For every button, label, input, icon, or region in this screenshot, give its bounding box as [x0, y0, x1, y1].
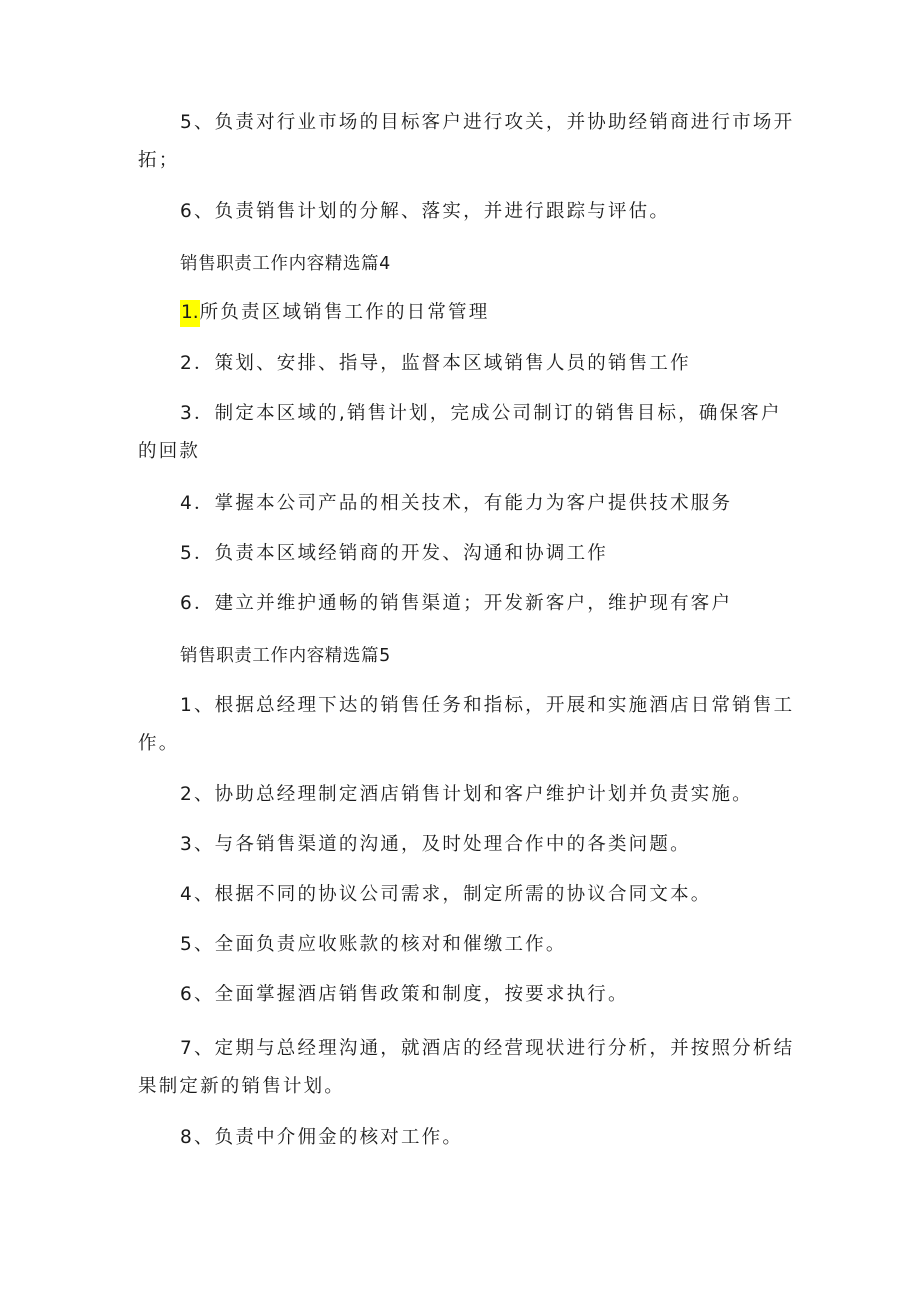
list-item-6: 6．建立并维护通畅的销售渠道；开发新客户，维护现有客户 [180, 593, 733, 614]
list-item-2: 2．策划、安排、指导，监督本区域销售人员的销售工作 [180, 353, 691, 374]
list-item-3: 3．制定本区域的,销售计划，完成公司制订的销售目标，确保客户的回款 [138, 403, 782, 462]
list-item-1-text: 所负责区域销售工作的日常管理 [199, 302, 490, 323]
duty-item-1: 1、根据总经理下达的销售任务和指标，开展和实施酒店日常销售工作。 [138, 695, 795, 754]
duty-item-6: 6、全面掌握酒店销售政策和制度，按要求执行。 [180, 984, 629, 1005]
list-item-4: 4．掌握本公司产品的相关技术，有能力为客户提供技术服务 [180, 493, 733, 514]
duty-item-4: 4、根据不同的协议公司需求，制定所需的协议合同文本。 [180, 884, 712, 905]
section-heading-5: 销售职责工作内容精选篇5 [180, 646, 391, 666]
highlighted-number: 1. [180, 300, 200, 327]
paragraph-item-6: 6、负责销售计划的分解、落实，并进行跟踪与评估。 [180, 201, 671, 222]
duty-item-7: 7、定期与总经理沟通，就酒店的经营现状进行分析，并按照分析结果制定新的销售计划。 [138, 1038, 795, 1097]
section-heading-4: 销售职责工作内容精选篇4 [180, 254, 391, 274]
duty-item-3: 3、与各销售渠道的沟通，及时处理合作中的各类问题。 [180, 834, 691, 855]
duty-item-8: 8、负责中介佣金的核对工作。 [180, 1127, 464, 1148]
duty-item-2: 2、协助总经理制定酒店销售计划和客户维护计划并负责实施。 [180, 784, 753, 805]
paragraph-item-5: 5、负责对行业市场的目标客户进行攻关，并协助经销商进行市场开拓； [138, 112, 795, 171]
duty-item-5: 5、全面负责应收账款的核对和催缴工作。 [180, 934, 567, 955]
list-item-1 [138, 294, 798, 332]
list-item-5: 5．负责本区域经销商的开发、沟通和协调工作 [180, 543, 608, 564]
